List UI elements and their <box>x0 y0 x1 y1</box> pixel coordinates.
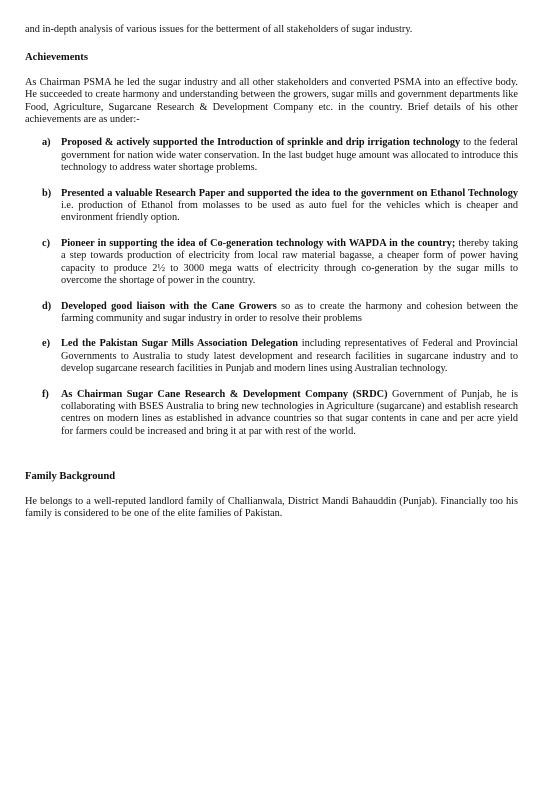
achievement-item-c <box>25 238 518 288</box>
item-body: thereby taking a step towards production of electricity from local raw material bagasse, a cheaper form of power having capacity to produce 2½ to 3000 mega watts of electricity through co-generation by the sugar mills to overcome the shortage of power in the country. <box>61 237 518 287</box>
item-body: so as to create the harmony and cohesion between the farming community and sugar industry in order to resolve their problems <box>61 300 518 324</box>
achievement-item-e <box>25 338 518 375</box>
item-marker: b) <box>42 187 52 199</box>
item-marker: d) <box>42 300 52 312</box>
item-body: including representatives of Federal and Provincial Governments to Australia to study latest development and research facilities in sugarcane industry and to develop sugarcane research facilities in Punjab and modern lines using Australian technology. <box>61 338 518 375</box>
item-lead: Presented a valuable Research Paper and supported the idea to the government on Ethanol Technology <box>61 187 518 199</box>
item-marker: a) <box>42 137 51 149</box>
item-body: i.e. production of Ethanol from molasses to be used as auto fuel for the vehicles which is cheaper and environment friendly option. <box>61 200 518 224</box>
achievements-paragraph: As Chairman PSMA he led the sugar industry and all other stakeholders and converted PSMA into an effective body. He succeeded to create harmony and understanding between the growers, sugar mills and government departments like Food, Agriculture, Sugarcane Research & Development Company etc. in the country. Brief details of his other achievements are as under:- <box>25 76 518 126</box>
family-background-paragraph: He belongs to a well-reputed landlord family of Challianwala, District Mandi Bahauddin (Punjab). Financially too his family is considered to be one of the elite families of Pakistan. <box>25 495 518 519</box>
item-lead: Developed good liaison with the Cane Growers <box>61 300 277 312</box>
achievements-list <box>25 137 518 438</box>
family-background-heading: Family Background <box>25 471 116 483</box>
achievement-item-a <box>25 137 518 174</box>
item-lead: Proposed & actively supported the Introduction of sprinkle and drip irrigation technology <box>61 137 461 149</box>
item-marker: f) <box>42 388 49 400</box>
item-body: to the federal government for nation wide water conservation. In the last budget huge amount was allocated to introduce this technology to address water shortage problems. <box>61 137 519 174</box>
item-lead: Pioneer in supporting the idea of Co-generation technology with WAPDA in the country; <box>61 237 456 249</box>
item-marker: e) <box>42 338 50 350</box>
item-body: Government of Punjab, he is collaborating with BSES Australia to bring new technologies in Agriculture (sugarcane) and establish research centres on modern lines as established in advance countries so that sugar contents in cane and per acre yield for farmers could be increased and bring it at par with rest of the world. <box>61 388 518 437</box>
achievement-item-b <box>25 188 518 225</box>
item-lead: As Chairman Sugar Cane Research & Development Company (SRDC) <box>61 388 388 400</box>
intro-fragment: and in-depth analysis of various issues for the betterment of all stakeholders of sugar industry. <box>25 24 413 35</box>
achievement-item-d <box>25 301 518 326</box>
item-lead: Led the Pakistan Sugar Mills Association Delegation <box>61 338 299 350</box>
item-marker: c) <box>42 237 50 249</box>
achievement-item-f <box>25 389 518 439</box>
achievements-heading: Achievements <box>25 52 88 64</box>
